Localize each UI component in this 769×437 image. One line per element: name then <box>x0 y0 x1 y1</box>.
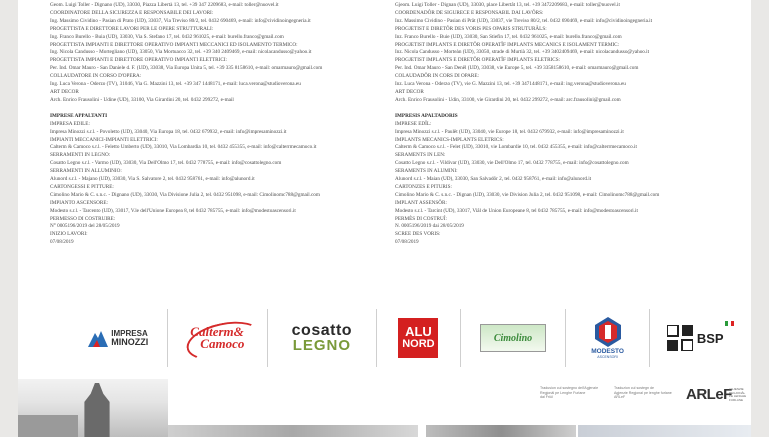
credit-left-line: Tradusion cul sostegno dell'Agjenzie <box>540 386 599 390</box>
building-photo-middle-right <box>426 425 576 437</box>
text-line: 07/08/2019 <box>395 239 419 246</box>
text-line: Cosatto Legno s.r.l. - Vildivar (UD), 33030, vie Dell'Olmo 17, tel. 0432 778755, e-mail: info@cosattolegno.com <box>395 160 629 167</box>
alunord-logo <box>377 309 462 367</box>
text-line: ART DECOR <box>50 88 79 95</box>
sponsor-logos-row <box>70 308 740 368</box>
text-line: PROGJETIST E DIRETÔR DES VORIS PES OPARIS STRUTURÂLS: <box>395 25 547 32</box>
text-line: Calterm & Camoco s.r.l. - Felet (UD), 33010, vie Lombardie 10, tel. 0432 455355, e-mail: info@calterrmecamoco.it <box>395 144 637 151</box>
text-line: Ing. Nicola Candusso - Mortegliano (UD), 33050, Via Mortuacco 32, tel. +39 340 2409469, e-mail: nicolacandusso@yahoo.it <box>50 49 312 56</box>
italian-column <box>50 2 370 247</box>
contractors-heading: IMPRESE APPALTANTI <box>50 112 108 119</box>
text-line: COORDENADÔR DE SIGURECE E RESPONSABIL DAI LAVÔRS: <box>395 9 544 16</box>
text-line: Gjeom. Luigi Toller - Dignan (UD), 33030, place Libertât 13, tel. +39 3472209683, e-mail: toller@nuovel.it <box>395 2 620 8</box>
translation-credit-left <box>540 386 598 400</box>
text-line: IMPLANTS MECANICS-IMPLANTS ELETRICS: <box>395 136 504 143</box>
bsp-logo <box>650 309 740 367</box>
cosatto-line1: cosatto <box>291 322 353 339</box>
text-line: ART DECOR <box>395 88 424 95</box>
text-line: Modesto s.r.l. - Tarcento (UD), 33017, V.le dell'Unione Europea 8, tel 0432 785755, e-mail: info@modestoascensori.it <box>50 207 296 214</box>
text-line: COORDINATORE DELLA SICUREZZA E RESPONSABILE DEI LAVORI: <box>50 9 214 16</box>
text-line: N. 0005196/2019 dai 28/05/2019 <box>395 223 464 230</box>
text-line: Arch. Enrico Frausolini - Udin, 33100, vie Girardini 20, tel. 0432 299272, e-mail: arc.frausolini@gmail.com <box>395 96 621 103</box>
arlef-logo: ARLeF <box>686 386 732 403</box>
text-line: IMPRESE EDÎL: <box>395 120 432 127</box>
text-line: PROGETTISTA IMPIANTI E DIRETTORE OPERATIVO IMPIANTI ELETTRICI: <box>50 57 227 64</box>
text-line: COLAUDADÔR IN CORS DI OPARE: <box>395 73 479 80</box>
text-line: Per. Ind. Omar Mauro - San Daniele d. F. (UD), 33038, Via Europa Unita 5, tel. +39 335 8158610, e-mail: omarmauro@gmail.com <box>50 65 323 72</box>
text-line: SERRAMENTI IN LEGNO: <box>50 152 111 159</box>
text-line: Inz. Luca Verona - Oderzo (TV), vie G. Mazzini 13, tel. +39 3471448171, e-mail: ing.verona@studioverona.eu <box>395 81 626 88</box>
cimolino-line1: Cimolino <box>493 332 533 344</box>
italian-flag-icon <box>725 321 734 326</box>
text-line: Geom. Luigi Toller - Dignano (UD), 33030, Piazza Libertà 13, tel. +39 347 2209683, e-mail: toller@nuovel.it <box>50 2 279 8</box>
text-line: IMPIANTO ASCENSORE: <box>50 199 108 206</box>
credit-right-line: ARLeF <box>614 395 626 400</box>
building-photo-right <box>578 425 751 437</box>
contractors-list-friulian <box>395 121 715 248</box>
arlef-sub-line: AGJENZIE <box>729 387 744 391</box>
minozzi-mark-icon <box>88 329 108 347</box>
document-page <box>18 0 751 437</box>
modesto-mark-icon <box>595 317 621 347</box>
cimolino-logo <box>461 309 566 367</box>
text-line: Inz. Massimo Cividino - Pasian di Prât (UD), 33037, vie Treviso 80/2, tel. 0432 690469, e-mail: info@cividinoingegneria.it <box>395 17 653 24</box>
credit-left-line: Regjonâl pe Lenghe Furlane <box>540 390 586 395</box>
text-line: PROGJETIST IMPLANTS E DIRETÔR OPERATÎF IMPLANTS ELETRICS: <box>395 57 561 64</box>
text-line: IMPLANT ASSENSÔR: <box>395 199 447 206</box>
arlef-logo-subtitle <box>729 388 746 402</box>
building-photo-left <box>18 379 168 437</box>
text-line: Arch. Enrico Frausolini - Udine (UD), 33100, Via Girardini 20, tel. 0432 299272, e-mail <box>50 96 234 103</box>
building-photo-middle <box>168 425 418 437</box>
text-line: PROGJETIST IMPLANTS E DIRETÔR OPERATÎF IMPLANTS MECANICS E ISOLAMENT TERMIC: <box>395 41 620 48</box>
monument-shape <box>76 383 118 437</box>
alunord-line1: ALU <box>405 324 432 339</box>
text-line: Cosatto Legno s.r.l. - Varmo (UD), 33030, Via Dell'Olmo 17, tel. 0432 778755, e-mail: info@cosattolegno.com <box>50 160 282 167</box>
modesto-logo <box>566 309 651 367</box>
text-line: Inz. Nicola Candusso - Morteàn (UD), 33050, strade di Murtià 32, tel. +39 3402409469, e-mail: nicolacandusso@yahoo.it <box>395 49 650 56</box>
arlef-sub-line: FURLANE <box>729 397 744 402</box>
text-line: SERRAMENTI IN ALLUMINIO: <box>50 168 122 175</box>
text-line: PERMESSO DI COSTRUIRE: <box>50 215 116 222</box>
text-line: Modesto s.r.l. - Tarcint (UD), 33017, Viâl de Union Europeane 8, tel 0432 785755, e-mail: info@modestoascensori.it <box>395 207 638 214</box>
minozzi-line2: MINOZZI <box>111 337 149 347</box>
text-line: Ing. Massimo Cividino - Pasian di Prato (UD), 33037, Via Treviso 80/2, tel. 0432 690469, e-mail: info@cividinoingegneria.it <box>50 17 311 24</box>
text-line: Inz. Franco Burello - Buie (UD), 33030, San Stiefin 17, tel. 0432 961025, e-mail: burello.franco@gmail.com <box>395 33 622 40</box>
text-line: 07/08/2019 <box>50 239 74 246</box>
credit-right-line: Traduzion cul sostegn de <box>614 386 655 390</box>
modesto-line2: ASCENSORI <box>597 355 618 359</box>
text-line: Alunord s.r.l. - Majano (UD), 33030, Via S. Salvatore 2, tel. 0432 958761, e-mail: info@alunord.it <box>50 176 255 183</box>
text-line: COLLAUDATORE IN CORSO D'OPERA: <box>50 73 142 80</box>
cosatto-logo <box>268 309 377 367</box>
text-line: PERMÈS DI COSTRUÎ: <box>395 215 447 222</box>
project-team-list-friulian <box>395 2 715 105</box>
text-line: Ing. Franco Burello - Buia (UD), 33030, Via S. Stefano 17, tel. 0432 961025, e-mail: burello.franco@gmail.com <box>50 33 284 40</box>
text-line: N° 0005196/2019 del 28/05/2019 <box>50 223 120 230</box>
text-line: Alunord s.r.l. - Maian (UD), 33030, San Salvadôr 2, tel. 0432 958761, e-mail: info@alunord.it <box>395 176 592 183</box>
text-line: IMPIANTI MECCANICI-IMPIANTI ELETTRICI: <box>50 136 158 143</box>
minozzi-line1: IMPRESA <box>111 329 148 338</box>
translation-credit-right <box>614 386 672 400</box>
text-line: PROGETTISTA E DIRETTORE LAVORI PER LE OPERE STRUTTURALI: <box>50 25 214 32</box>
text-line: CARTONZES E PITURIS: <box>395 183 452 190</box>
text-line: CARTONGESSI E PITTURE: <box>50 183 114 190</box>
cosatto-line2: LEGNO <box>292 337 352 354</box>
text-line: Ing. Luca Verona - Oderzo (TV), 31046, Via G. Mazzini 13, tel. +39 347 1448171, e-mail: luca.verona@studioverona.eu <box>50 81 301 88</box>
text-line: Cimolino Mario & C. s.n.c. - Dignano (UD), 33030, Via Divisione Julia 2, tel. 0432 951098, e-mail: Cimolinomc788@gmail.com <box>50 191 320 198</box>
project-team-list <box>50 2 370 105</box>
credit-right-line: Agjenzie Regjonal pe lenghe furlane <box>614 390 672 395</box>
text-line: SERAMENTS IN ALUMINI: <box>395 168 458 175</box>
wall-shape <box>18 415 78 437</box>
text-line: IMPRESA EDILE: <box>50 120 90 127</box>
text-line: INIZIO LAVORI: <box>50 231 88 238</box>
arlef-sub-line: REGJONÂL <box>729 390 746 395</box>
contractors-list <box>50 121 370 248</box>
arlef-sub-line: PE LENGHE <box>729 394 747 399</box>
bsp-line1: BSP <box>696 330 724 346</box>
minozzi-logo <box>70 309 168 367</box>
text-line: PROGETTISTA IMPIANTI E DIRETTORE OPERATIVO IMPIANTI MECCANICI ED ISOLAMENTO TERMICO: <box>50 41 298 48</box>
alunord-line2: NORD <box>402 338 435 350</box>
credit-left-line: dal Friûl <box>540 395 553 400</box>
text-line: SCREE DES VORIS: <box>395 231 441 238</box>
calterm-line2: Camoco <box>200 336 245 351</box>
friulian-column <box>395 2 715 247</box>
contractors-heading-friulian: IMPRESIS APALTADORIS <box>395 112 458 119</box>
calterm-line1: Calterm& <box>190 324 244 339</box>
text-line: Per. Ind. Omar Mauro - San Denêl (UD), 33038, vie Europe 5, tel. +39 3358158610, e-mail: omarmauro@gmail.com <box>395 65 639 72</box>
text-line: Impresa Minozzi s.r.l. - Paulêt (UD), 33040, vie Europe 18, tel. 0432 679932, e-mail: info@impresaminozzi.it <box>395 128 624 135</box>
calterm-logo <box>168 309 269 367</box>
bsp-mark-icon <box>667 325 693 351</box>
text-line: Calterm & Camoco s.r.l. - Feletto Umberto (UD), 33010, Via Lombardia 10, tel. 0432 455355, e-mail: info@calterrmecamoco.it <box>50 144 317 151</box>
modesto-line1: MODESTO <box>591 348 624 355</box>
text-line: Impresa Minozzi s.r.l. - Povoletto (UD), 33040, Via Europa 18, tel. 0432 679932, e-mail: info@impresaminozzi.it <box>50 128 287 135</box>
text-line: Cimolino Mario & C. s.n.c. - Dignan (UD), 33030, vie Division Julia 2, tel. 0432 951098, e-mail: Cimolinomc788@gmail.com <box>395 191 660 198</box>
text-line: SERAMENTS IN LEN: <box>395 152 446 159</box>
